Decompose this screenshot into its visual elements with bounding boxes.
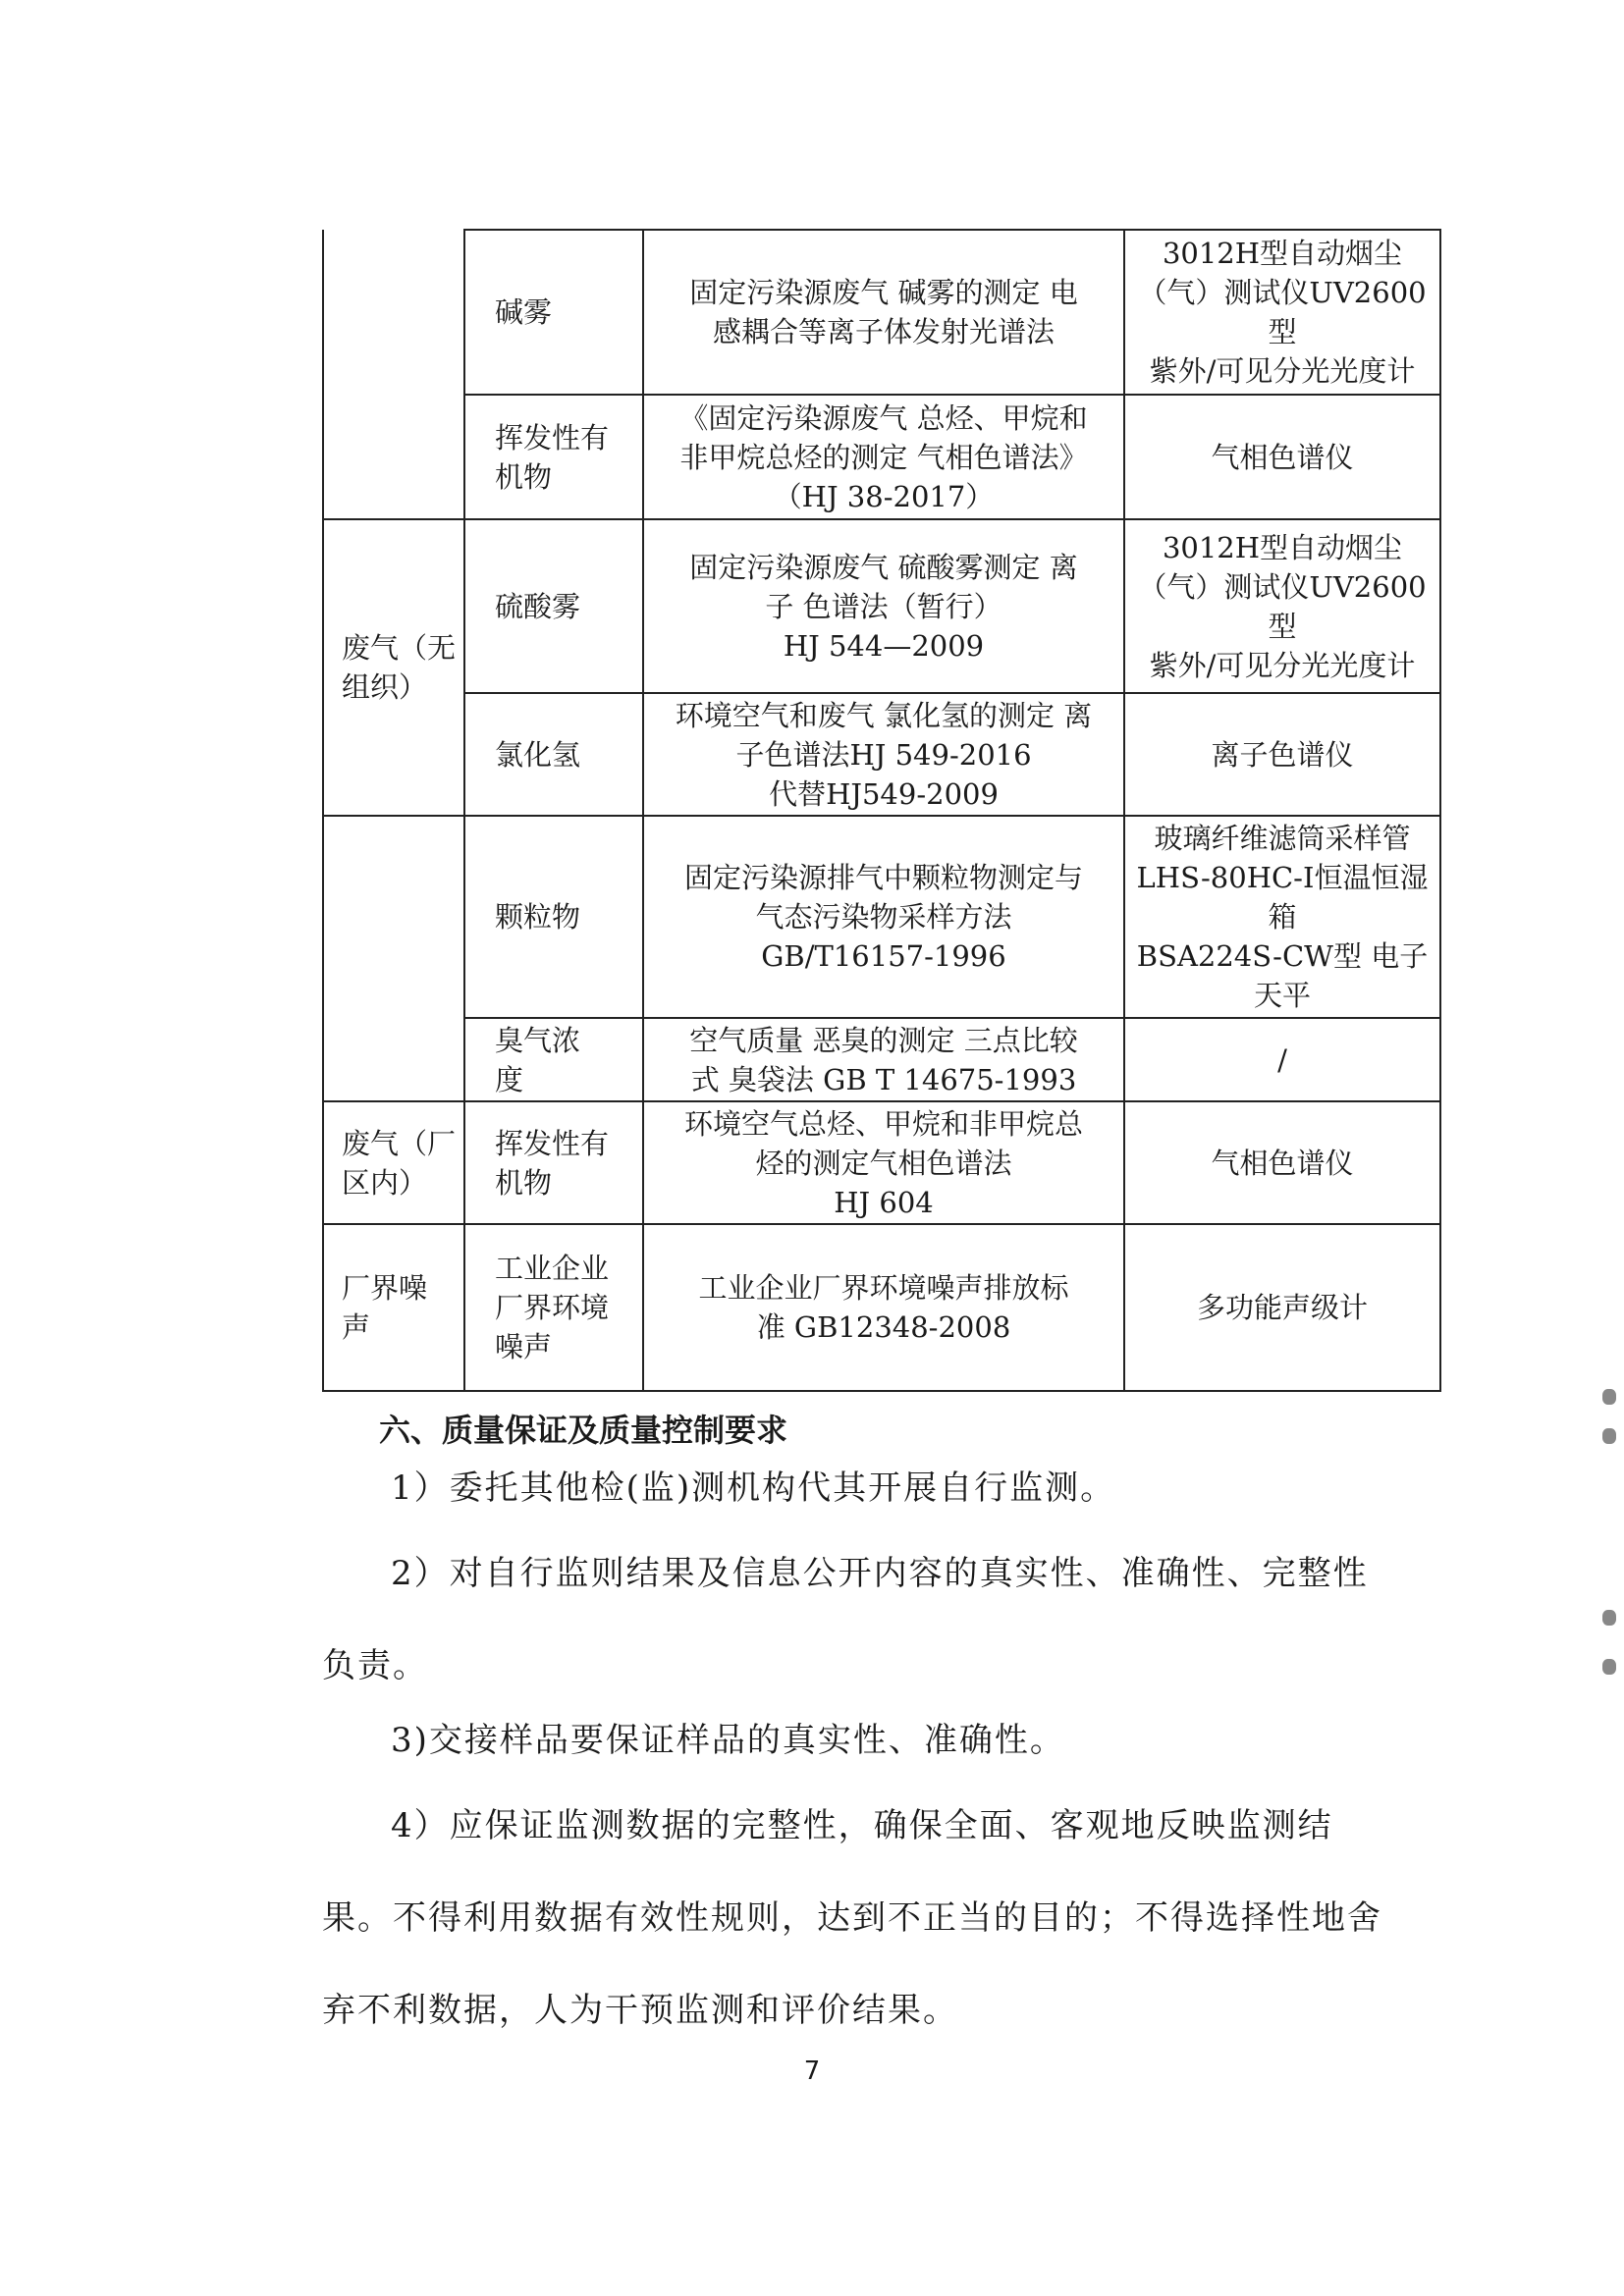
category-cell [323, 230, 464, 519]
requirement-item-3: 3)交接样品要保证样品的真实性、准确性。 [391, 1721, 1065, 1760]
pollutant-cell: 挥发性有 机物 [464, 395, 643, 519]
method-cell: 固定污染源废气 碱雾的测定 电 感耦合等离子体发射光谱法 [643, 230, 1124, 395]
instrument-cell: 玻璃纤维滤筒采样管 LHS-80HC-I恒温恒湿 箱 BSA224S-CW型 电子 天平 [1124, 816, 1440, 1018]
pollutant-cell: 硫酸雾 [464, 519, 643, 693]
pollutant-cell: 工业企业 厂界环境 噪声 [464, 1224, 643, 1391]
section-heading: 六、质量保证及质量控制要求 [379, 1412, 788, 1449]
pollutant-cell: 臭气浓 度 [464, 1018, 643, 1101]
pollutant-cell: 碱雾 [464, 230, 643, 395]
method-cell: 环境空气总烃、甲烷和非甲烷总 烃的测定气相色谱法 HJ 604 [643, 1101, 1124, 1224]
instrument-cell: 3012H型自动烟尘 （气）测试仪UV2600 型 紫外/可见分光光度计 [1124, 519, 1440, 693]
instrument-cell: 3012H型自动烟尘 （气）测试仪UV2600 型 紫外/可见分光光度计 [1124, 230, 1440, 395]
method-cell: 固定污染源排气中颗粒物测定与 气态污染物采样方法 GB/T16157-1996 [643, 816, 1124, 1018]
table-row [323, 1018, 1440, 1101]
table-row [323, 816, 1440, 1018]
pollutant-cell: 挥发性有 机物 [464, 1101, 643, 1224]
requirement-item-4: 4）应保证监测数据的完整性，确保全面、客观地反映监测结果。不得利用数据有效性规则，达到不正当的目的；不得选择性地舍弃不利数据，人为干预监测和评价结果。 [322, 1806, 1382, 2030]
table-row [323, 230, 1440, 395]
scan-edge-mark [1602, 1428, 1616, 1444]
table-row [323, 693, 1440, 816]
pollutant-cell: 氯化氢 [464, 693, 643, 816]
requirement-item-2: 2）对自行监则结果及信息公开内容的真实性、准确性、完整性负责。 [322, 1554, 1369, 1685]
category-cell [323, 816, 464, 1101]
table-row [323, 519, 1440, 693]
scan-edge-mark [1602, 1389, 1616, 1405]
method-cell: 空气质量 恶臭的测定 三点比较 式 臭袋法 GB T 14675-1993 [643, 1018, 1124, 1101]
scan-edge-mark [1602, 1659, 1616, 1675]
table-row [323, 1224, 1440, 1391]
instrument-cell: 多功能声级计 [1124, 1224, 1440, 1391]
table-row [323, 395, 1440, 519]
monitoring-methods-table [322, 229, 1441, 1392]
method-cell: 工业企业厂界环境噪声排放标 准 GB12348-2008 [643, 1224, 1124, 1391]
method-cell: 固定污染源废气 硫酸雾测定 离 子 色谱法（暂行） HJ 544—2009 [643, 519, 1124, 693]
requirement-item-1: 1）委托其他检(监)测机构代其开展自行监测。 [391, 1468, 1116, 1508]
instrument-cell: / [1124, 1018, 1440, 1101]
scan-edge-mark [1602, 1610, 1616, 1626]
instrument-cell: 离子色谱仪 [1124, 693, 1440, 816]
category-cell: 厂界噪 声 [323, 1224, 464, 1391]
table-row [323, 1101, 1440, 1224]
instrument-cell: 气相色谱仪 [1124, 1101, 1440, 1224]
page-number: 7 [803, 2056, 821, 2086]
category-cell: 废气（无 组织） [323, 519, 464, 816]
method-cell: 环境空气和废气 氯化氢的测定 离 子色谱法HJ 549-2016 代替HJ549-2009 [643, 693, 1124, 816]
instrument-cell: 气相色谱仪 [1124, 395, 1440, 519]
pollutant-cell: 颗粒物 [464, 816, 643, 1018]
method-cell: 《固定污染源废气 总烃、甲烷和 非甲烷总烃的测定 气相色谱法》 （HJ 38-2017） [643, 395, 1124, 519]
category-cell: 废气（厂 区内） [323, 1101, 464, 1224]
